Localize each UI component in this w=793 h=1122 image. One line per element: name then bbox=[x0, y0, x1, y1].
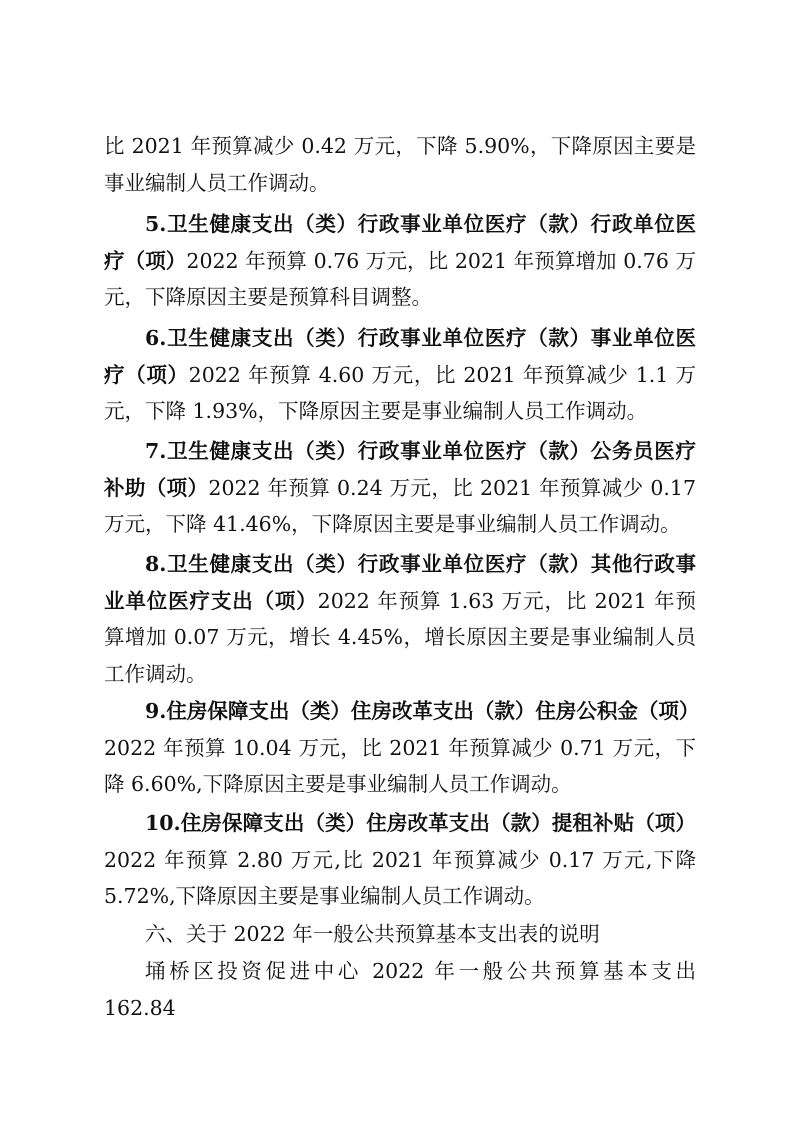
paragraph-item-10 bbox=[104, 805, 696, 915]
section-heading-6 bbox=[104, 916, 696, 953]
paragraph-text: 2022 年预算 0.76 万元，比 2021 年预算增加 0.76 万元，下降原因主要是预算科目调整。 bbox=[104, 248, 697, 309]
item-heading: 6.卫生健康支出（类）行政事业单位医疗（款）事业单位医疗（项） bbox=[104, 326, 696, 387]
paragraph-text: 2022 年预算 2.80 万元,比 2021 年预算减少 0.17 万元,下降 5.72%,下降原因主要是事业编制人员工作调动。 bbox=[104, 847, 696, 908]
section-title: 六、关于 2022 年一般公共预算基本支出表的说明 bbox=[145, 922, 600, 946]
paragraph-item-5 bbox=[104, 206, 696, 316]
paragraph-item-9 bbox=[104, 693, 700, 803]
paragraph-text: 2022 年预算 4.60 万元，比 2021 年预算减少 1.1 万元，下降 1.93%，下降原因主要是事业编制人员工作调动。 bbox=[104, 362, 697, 423]
item-heading: 8.卫生健康支出（类）行政事业单位医疗（款）其他行政事业单位医疗支出（项） bbox=[104, 552, 696, 613]
paragraph-text: 2022 年预算 0.24 万元，比 2021 年预算减少 0.17 万元，下降 41.46%，下降原因主要是事业编制人员工作调动。 bbox=[104, 475, 696, 536]
paragraph-item-8 bbox=[104, 546, 696, 692]
paragraph-continuation bbox=[104, 128, 696, 201]
paragraph-text: 比 2021 年预算减少 0.42 万元，下降 5.90%，下降原因主要是事业编制人员工作调动。 bbox=[104, 134, 696, 195]
paragraph-text: 2022 年预算 1.63 万元，比 2021 年预算增加 0.07 万元，增长 4.45%，增长原因主要是事业编制人员工作调动。 bbox=[104, 588, 696, 686]
item-heading: 5.卫生健康支出（类）行政事业单位医疗（款）行政单位医疗（项） bbox=[104, 212, 696, 273]
paragraph-text: 埇桥区投资促进中心 2022 年一般公共预算基本支出 162.84 bbox=[104, 959, 696, 1020]
paragraph-section-6-intro bbox=[104, 953, 696, 1026]
item-heading: 10.住房保障支出（类）住房改革支出（款）提租补贴（项） bbox=[145, 811, 696, 835]
paragraph-item-7 bbox=[104, 433, 696, 543]
paragraph-item-6 bbox=[104, 320, 696, 430]
paragraph-text: 2022 年预算 10.04 万元，比 2021 年预算减少 0.71 万元，下降 6.60%,下降原因主要是事业编制人员工作调动。 bbox=[104, 735, 696, 796]
item-heading: 9.住房保障支出（类）住房改革支出（款）住房公积金（项） bbox=[145, 699, 700, 723]
item-heading: 7.卫生健康支出（类）行政事业单位医疗（款）公务员医疗补助（项） bbox=[104, 439, 696, 500]
